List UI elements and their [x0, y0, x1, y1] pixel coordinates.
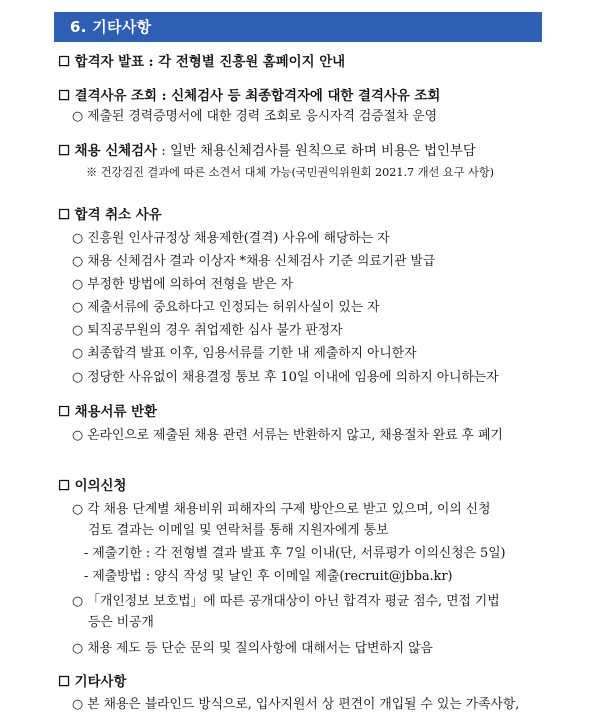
list-item: ○ 제출된 경력증명서에 대한 경력 조회로 응시자격 검증절차 운영 [72, 109, 438, 124]
medical-exam-text: : 일반 채용신체검사를 원칙으로 하며 비용은 법인부담 [156, 144, 476, 159]
list-item: ○ 정당한 사유없이 채용결정 통보 후 10일 이내에 임용에 의하지 아니하는자 [72, 370, 499, 385]
document-return-heading: ☐ 채용서류 반환 [58, 404, 157, 420]
cancellation-heading: ☐ 합격 취소 사유 [58, 207, 162, 223]
list-item: ○ 채용 신체검사 결과 이상자 *채용 신체검사 기준 의료기관 발급 [72, 254, 436, 269]
list-item: ○ 온라인으로 제출된 채용 관련 서류는 반환하지 않고, 채용절차 완료 후 폐기 [72, 428, 503, 443]
list-item: ○ 본 채용은 블라인드 방식으로, 입사지원서 상 편견이 개입될 수 있는 가족사항, [72, 697, 520, 712]
list-item: ○ 최종합격 발표 이후, 임용서류를 기한 내 제출하지 아니한자 [72, 346, 417, 361]
announcement-line: ☐ 합격자 발표 : 각 전형별 진흥원 홈페이지 안내 [58, 54, 346, 70]
misc-heading: ☐ 기타사항 [58, 674, 127, 690]
sub-item: - 제출기한 : 각 전형별 결과 발표 후 7일 이내(단, 서류평가 이의신청은 5일) [84, 546, 506, 561]
disqualification-check-line: ☐ 결격사유 조회 : 신체검사 등 최종합격자에 대한 결격사유 조회 [58, 88, 441, 104]
list-item: ○ 부정한 방법에 의하여 전형을 받은 자 [72, 277, 293, 292]
list-item: ○ 진흥원 인사규정상 채용제한(결격) 사유에 해당하는 자 [72, 231, 390, 246]
section-title: 6. 기타사항 [70, 18, 152, 36]
list-item: ○ 채용 제도 등 단순 문의 및 질의사항에 대해서는 답변하지 않음 [72, 641, 433, 656]
medical-exam-line [58, 142, 476, 161]
list-item-continuation: 등은 비공개 [88, 615, 154, 630]
note-line: ※ 건강검진 결과에 따른 소견서 대체 가능(국민권익위원회 2021.7 개선 요구 사항) [86, 166, 495, 179]
list-item-continuation: 검토 결과는 이메일 및 연락처를 통해 지원자에게 통보 [88, 523, 389, 538]
list-item: ○ 제출서류에 중요하다고 인정되는 허위사실이 있는 자 [72, 300, 380, 315]
objection-heading: ☐ 이의신청 [58, 478, 127, 494]
medical-exam-heading: ☐ 채용 신체검사 [58, 143, 157, 159]
list-item: ○ 각 채용 단계별 채용비위 피해자의 구제 방안으로 받고 있으며, 이의 신청 [72, 502, 491, 517]
list-item: ○ 「개인정보 보호법」에 따른 공개대상이 아닌 합격자 평균 점수, 면접 기법 [72, 594, 500, 609]
list-item: ○ 퇴직공무원의 경우 취업제한 심사 불가 판정자 [72, 323, 343, 338]
sub-item: - 제출방법 : 양식 작성 및 날인 후 이메일 제출(recruit@jbba.kr) [84, 569, 453, 584]
